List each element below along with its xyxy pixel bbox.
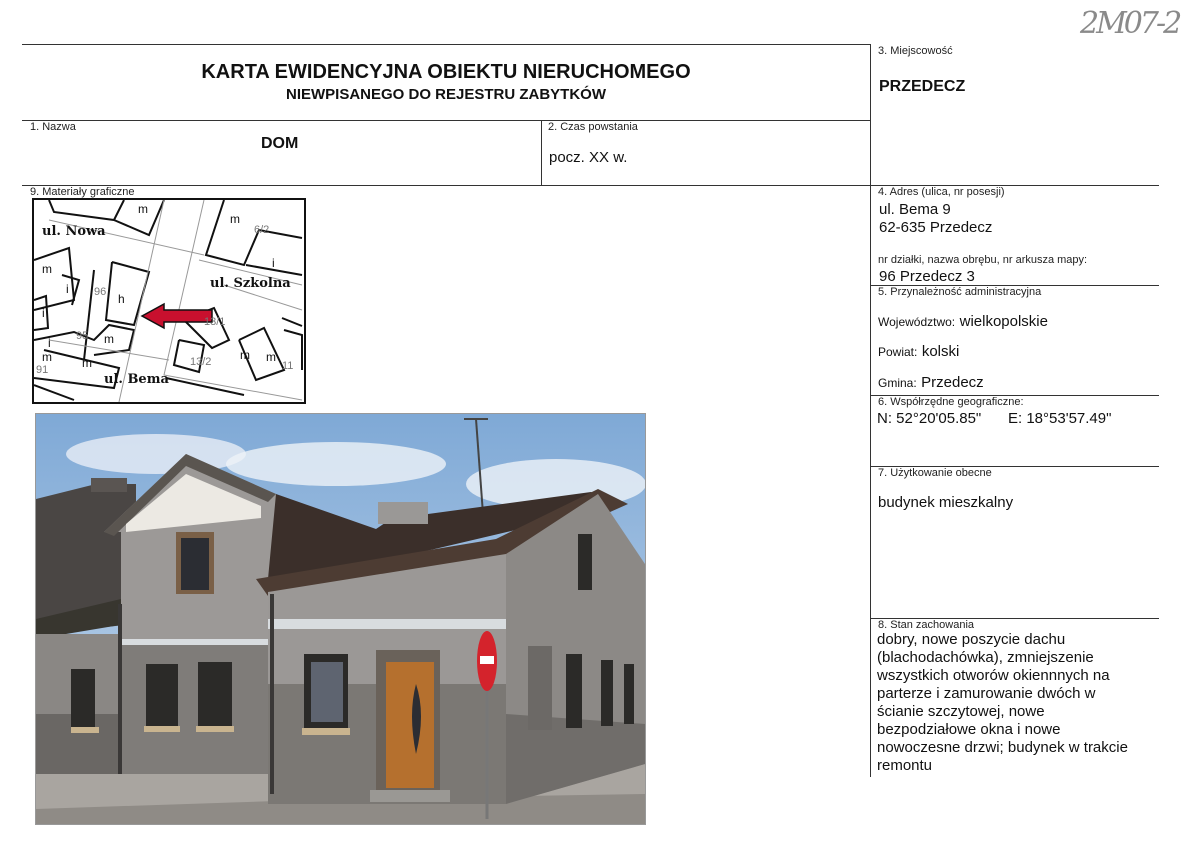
handwritten-reference-number: 2M07-2 [1080, 6, 1180, 41]
parcel-value: 96 Przedecz 3 [879, 268, 975, 285]
map-label: m [104, 332, 114, 346]
materials-label: 9. Materiały graficzne [30, 186, 135, 198]
map-label: m [138, 202, 148, 216]
cadastral-map [32, 198, 306, 404]
map-label: 13/2 [190, 356, 212, 368]
header-bottom-border [22, 120, 870, 121]
coords-label: 6. Współrzędne geograficzne: [878, 396, 1024, 408]
condition-value: dobry, nowe poszycie dachu (blachodachówka), zmniejszenie wszystkich otworów okiennnych na parterze i zamurowanie dwóch w ścianie szczytowej, nowe bezpodziałowe okna i nowe nowoczesne drzwi; budynek w trakcie remontu [877, 631, 1128, 774]
map-label: 96 [94, 286, 107, 298]
admin-label: 5. Przynależność administracyjna [878, 286, 1042, 298]
voivodeship-row [878, 313, 1048, 331]
map-label: m [42, 350, 52, 364]
address-postal: 62-635 Przedecz [879, 219, 993, 236]
name-value: DOM [261, 135, 299, 152]
name-date-divider [541, 120, 542, 185]
map-label: 95 [76, 330, 89, 342]
right-column-divider [870, 44, 871, 777]
top-border [22, 44, 870, 45]
map-label: 13/1 [204, 316, 226, 328]
map-street-nowa: ul. Nowa [42, 224, 106, 239]
map-label: 11 [282, 360, 294, 372]
address-label: 4. Adres (ulica, nr posesji) [878, 186, 1005, 198]
commune-label: Gmina: [878, 376, 917, 390]
map-label: m [266, 350, 276, 364]
county-row [878, 343, 959, 361]
map-label: m [240, 348, 250, 362]
address-street: ul. Bema 9 [879, 201, 951, 218]
coords-east: E: 18°53'57.49" [1008, 410, 1112, 427]
map-street-bema: ul. Bema [104, 372, 169, 387]
building-photograph [35, 413, 646, 825]
commune-row [878, 374, 984, 392]
map-label: m [230, 212, 240, 226]
commune-value: Przedecz [921, 374, 984, 391]
map-label: m [82, 356, 92, 370]
page-title: KARTA EWIDENCYJNA OBIEKTU NIERUCHOMEGO [201, 61, 691, 83]
county-label: Powiat: [878, 345, 918, 359]
date-value: pocz. XX w. [549, 149, 628, 166]
map-label: 91 [36, 364, 49, 376]
name-label: 1. Nazwa [30, 121, 76, 133]
usage-value: budynek mieszkalny [878, 494, 1014, 511]
voivodeship-value: wielkopolskie [959, 313, 1048, 330]
map-label: i [48, 336, 51, 350]
date-label: 2. Czas powstania [548, 121, 638, 133]
parcel-label: nr działki, nazwa obrębu, nr arkusza mapy: [878, 254, 1088, 266]
place-value: PRZEDECZ [879, 78, 966, 95]
map-label: m [42, 262, 52, 276]
voivodeship-label: Województwo: [878, 315, 956, 329]
map-label: i [272, 256, 275, 270]
coords-north: N: 52°20'05.85" [877, 410, 982, 427]
map-label: h [118, 292, 125, 306]
usage-label: 7. Użytkowanie obecne [878, 467, 992, 479]
map-label: 6/2 [254, 224, 270, 236]
building-photograph-drawing [36, 414, 645, 824]
county-value: kolski [921, 343, 960, 360]
place-label: 3. Miejscowość [878, 45, 953, 57]
page-subtitle: NIEWPISANEGO DO REJESTRU ZABYTKÓW [285, 86, 607, 103]
map-street-szkolna: ul. Szkolna [210, 276, 291, 291]
map-label: i [66, 282, 69, 296]
map-label: i [42, 306, 45, 320]
condition-label: 8. Stan zachowania [878, 619, 975, 631]
